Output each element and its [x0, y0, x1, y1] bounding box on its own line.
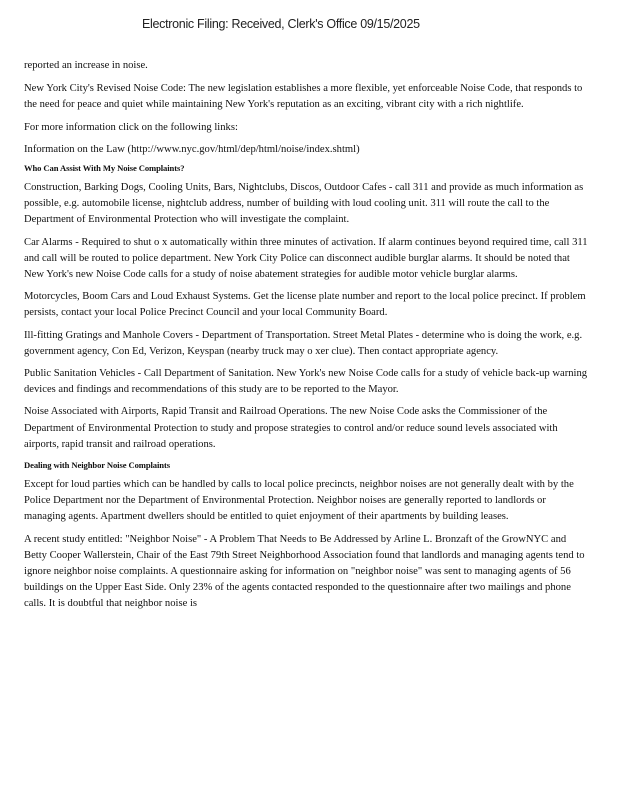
law-info-link[interactable]: Information on the Law (http://www.nyc.gov/html/dep/html/noise/index.shtml) [24, 143, 360, 155]
airports-paragraph: Noise Associated with Airports, Rapid Transit and Railroad Operations. The new Noise Code asks the Commissioner of the Department of Environmental Protection to study and propose strategies to control and/or reduce sound levels associated with airports, rapid transit and railroad operations. [24, 406, 558, 450]
continuation-paragraph: reported an increase in noise. [24, 60, 148, 71]
filing-stamp-header: Electronic Filing: Received, Clerk's Office 09/15/2025 [142, 17, 420, 31]
noise-code-paragraph: New York City's Revised Noise Code: The new legislation establishes a more flexible, yet enforceable Noise Code, that responds to the need for peace and quiet while maintaining New York's reputation as an exciting, vibrant city with a rich nightlife. [24, 83, 583, 111]
construction-paragraph: Construction, Barking Dogs, Cooling Units, Bars, Nightclubs, Discos, Outdoor Cafes - call 311 and provide as much information as possible, e.g. automobile license, nightclub address, number of building with loud cooling unit. 311 will route the call to the Department of Environmental Protection who will investigate the complaint. [24, 182, 584, 226]
neighbor-noise-heading: Dealing with Neighbor Noise Complaints [24, 460, 170, 471]
more-info-paragraph: For more information click on the following links: [24, 121, 238, 133]
document-body [24, 58, 590, 619]
who-can-assist-heading: Who Can Assist With My Noise Complaints? [24, 163, 185, 174]
gratings-paragraph: Ill-fitting Gratings and Manhole Covers - Department of Transportation. Street Metal Plates - determine who is doing the work, e.g. government agency, Con Ed, Verizon, Keyspan (nearby truck may o xer clue). Then contact appropriate agency. [24, 329, 583, 357]
motorcycles-paragraph: Motorcycles, Boom Cars and Loud Exhaust Systems. Get the license plate number and report to the local police precinct. If problem persists, contact your local Police Precinct Council and your local Community Board. [24, 291, 586, 319]
neighbor-noise-study-paragraph: A recent study entitled: "Neighbor Noise" - A Problem That Needs to Be Addressed by Arline L. Bronzaft of the GrowNYC and Betty Cooper Wallerstein, Chair of the East 79th Street Neighborhood Association found that landlords and managing agents tend to ignore neighbor noise complaints. A questionnaire asking for information on "neighbor noise" was sent to managing agents of 56 buildings on the Upper East Side. Only 23% of the agents contacted responded to the questionnaire after two mailings and phone calls. It is doubtful that neighbor noise is [24, 533, 585, 610]
car-alarms-paragraph: Car Alarms - Required to shut o x automatically within three minutes of activation. If alarm continues beyond required time, call 311 and call will be routed to police department. New York City Police can disconnect audible burglar alarms. It should be noted that New York's new Noise Code calls for a study of noise abatement strategies for audible motor vehicle burglar alarms. [24, 236, 588, 281]
sanitation-paragraph: Public Sanitation Vehicles - Call Department of Sanitation. New York's new Noise Code calls for a study of vehicle back-up warning devices and findings and recommendations of this study are to be reported to the Mayor. [24, 368, 588, 396]
loud-parties-paragraph: Except for loud parties which can be handled by calls to local police precincts, neighbor noises are not generally dealt with by the Police Department nor the Department of Environmental Protection. Neighbor noises are generally reported to landlords or managing agents. Apartment dwellers should be entitled to quiet enjoyment of their apartments by building leases. [24, 479, 574, 523]
